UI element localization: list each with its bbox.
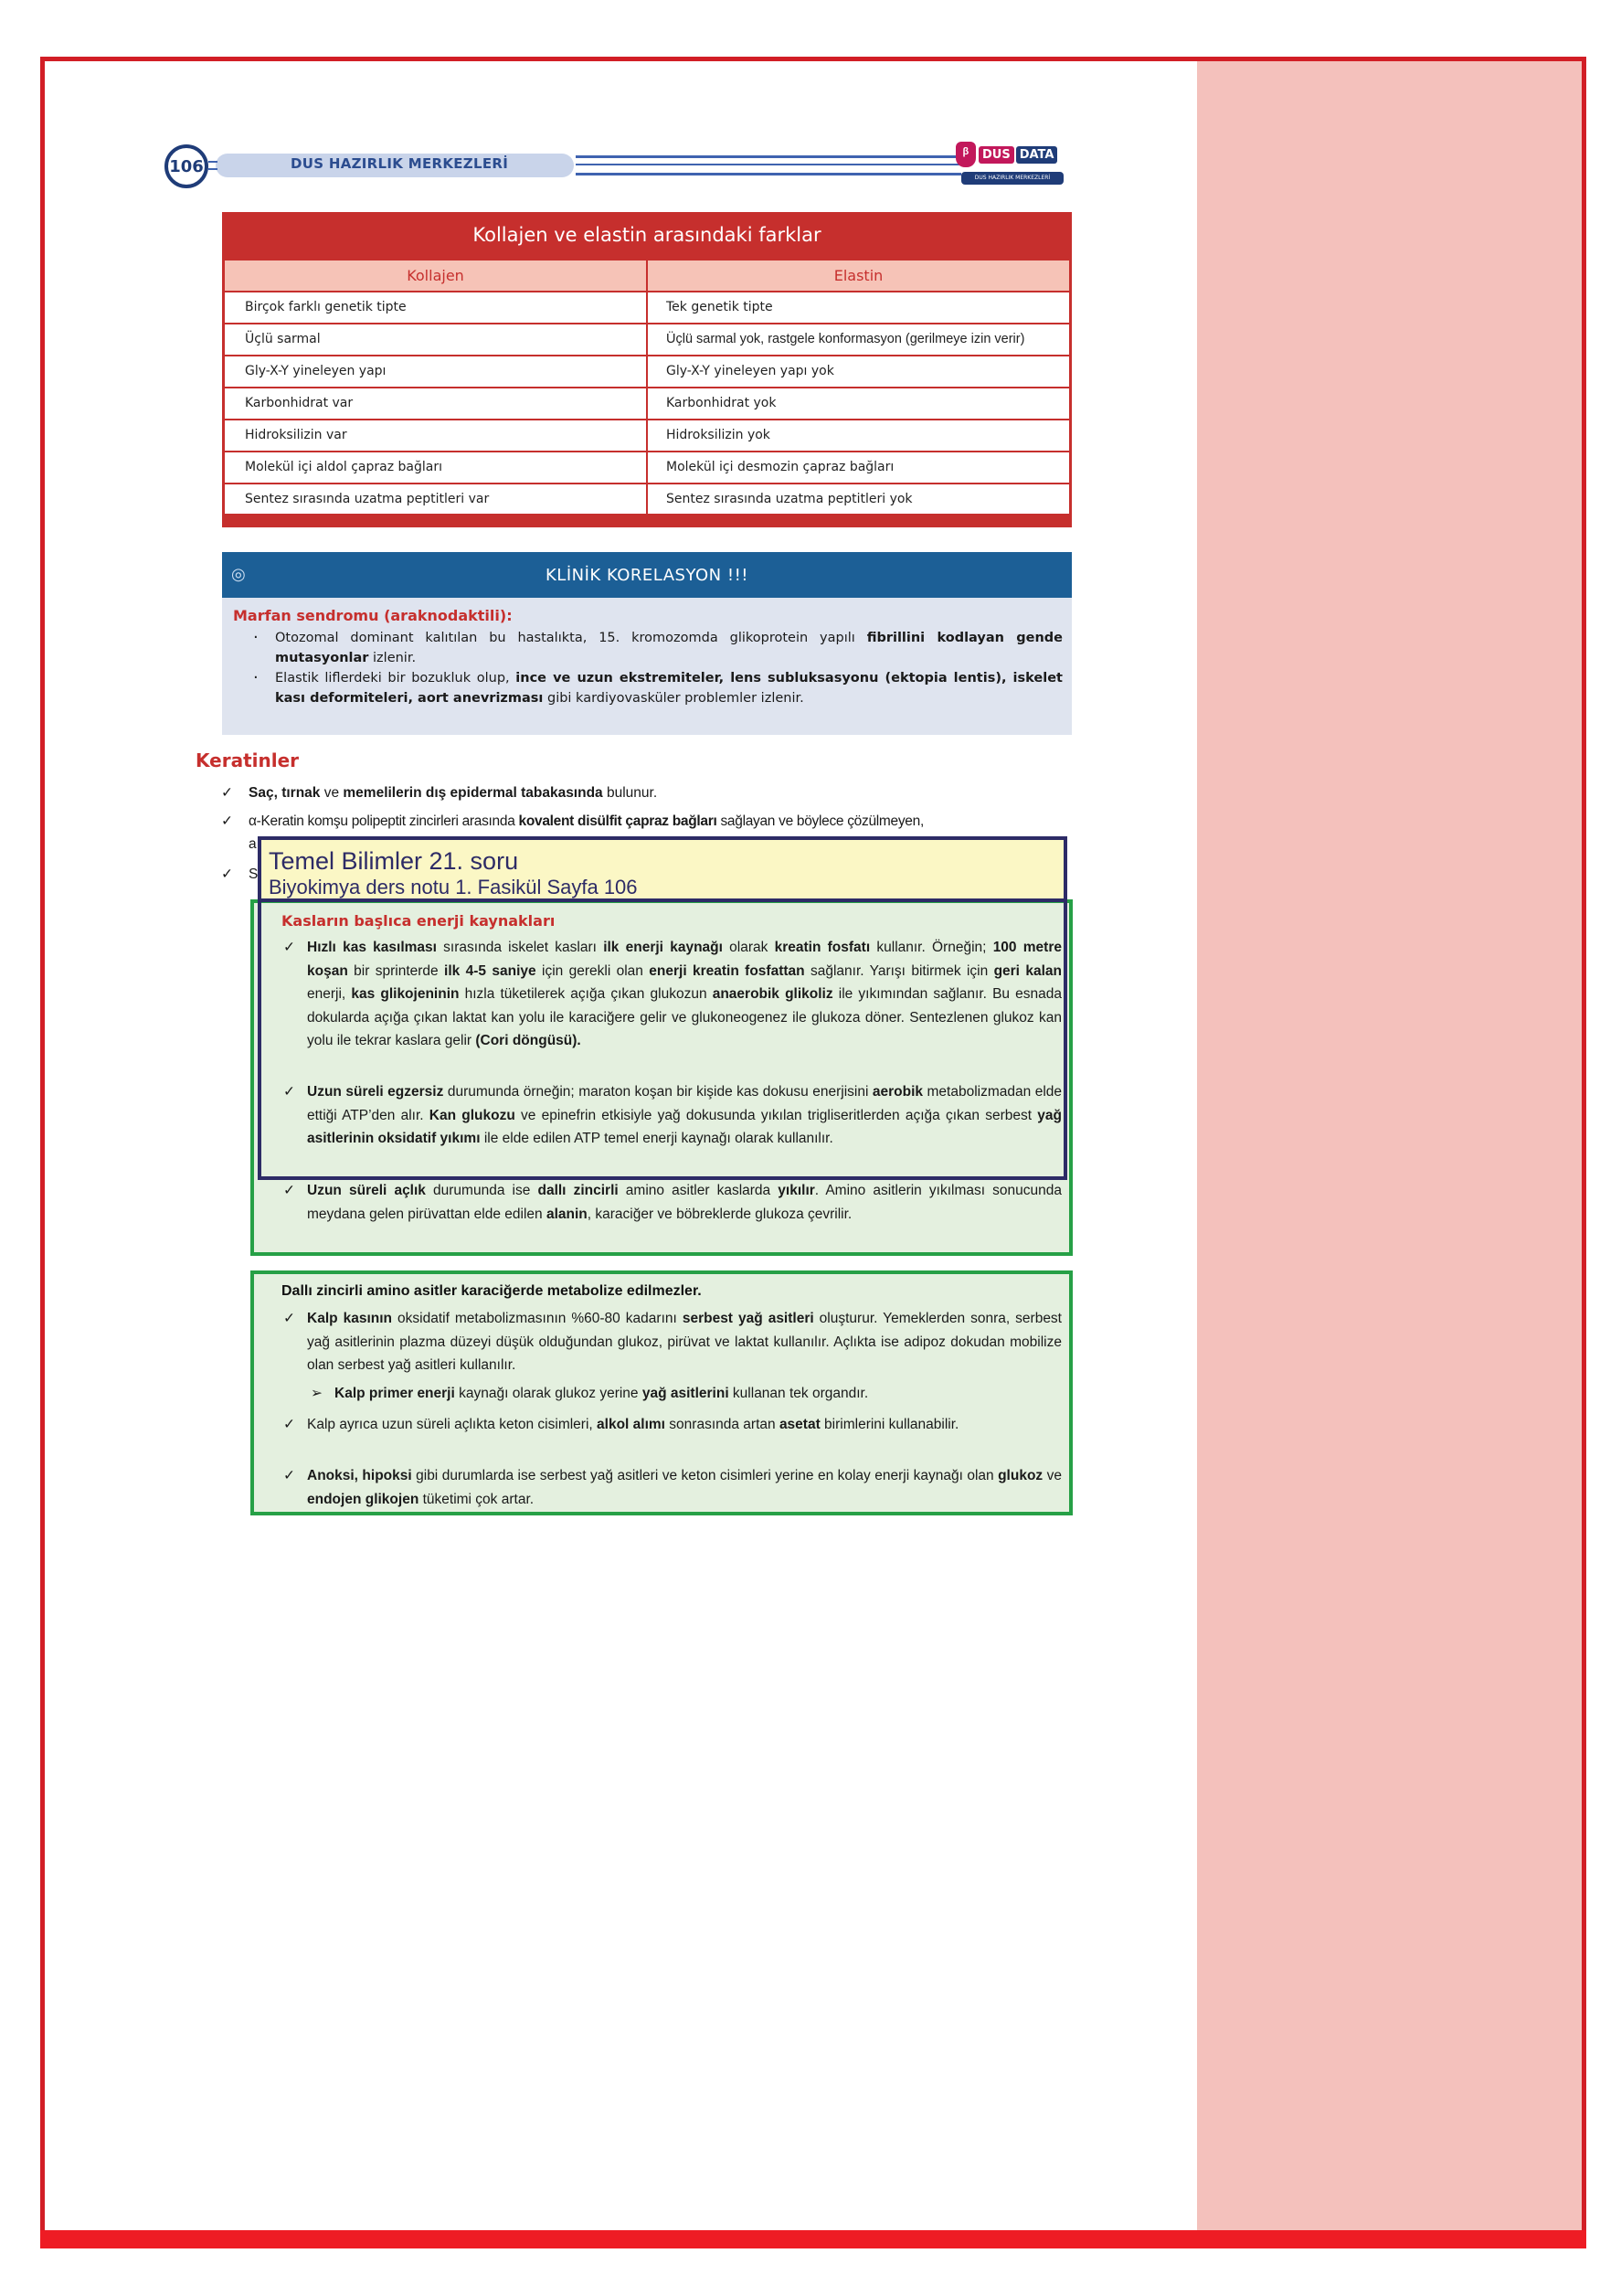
table-row (224, 324, 1071, 356)
bold-text: kas glikojeninin (351, 986, 460, 1002)
bcaa-heading: Dallı zincirli amino asitler karaciğerde metabolize edilmezler. (281, 1283, 702, 1299)
bold-text: Kalp kasının (307, 1311, 393, 1326)
annotation-note (258, 836, 1067, 902)
bold-text: Kalp primer enerji (334, 1386, 455, 1401)
bold-text: ilk 4-5 saniye (444, 962, 536, 979)
annotation-highlight-frame (258, 898, 1067, 1180)
list-item (233, 668, 1063, 708)
text: Kalp ayrıca uzun süreli açlıkta keton cisimleri, (307, 1417, 598, 1432)
bold-text: serbest yağ asitleri (682, 1311, 814, 1326)
col-header-elastin: Elastin (647, 260, 1071, 292)
bold-text: yağ asitlerinin oksidatif yıkımı (307, 1107, 1063, 1146)
logo-subtitle: DUS HAZIRLIK MERKEZLERİ (961, 172, 1064, 185)
bold-text: (Cori döngüsü). (475, 1033, 581, 1048)
arrow-icon: ➢ (311, 1386, 323, 1401)
bold-text: alkol alımı (597, 1417, 665, 1432)
table-row (224, 388, 1071, 420)
check-icon: ✓ (283, 940, 295, 955)
table-cell: Karbonhidrat var (224, 388, 648, 420)
logo-dus-text: DUS (979, 146, 1014, 164)
page-number: 106 (164, 144, 208, 188)
table-cell: Sentez sırasında uzatma peptitleri var (224, 484, 648, 516)
check-icon: ✓ (283, 1468, 295, 1483)
text: amino asitler kaslarda (618, 1183, 779, 1198)
table-cell: Karbonhidrat yok (647, 388, 1071, 420)
text: ve epinefrin etkisiyle yağ dokusunda yıkılan trigliseritlerden açığa çıkan serbest (514, 1107, 1038, 1123)
text: ile yıkımından sağlanır. Bu esnada dokularda açığa çıkan laktat kan yolu ile karaciğere gelir ve glukoneogenez ile glukoza döner. Sentezlenen glukoz kan yolu ile tekrar kaslara gelir (307, 986, 1063, 1048)
eye-icon: ◎ (231, 565, 246, 583)
text: sırasında iskelet kasları (436, 940, 604, 955)
header-rule-left (208, 161, 217, 170)
text: bulunur. (602, 785, 658, 801)
text: tüketimi çok artar. (418, 1491, 535, 1507)
table-cell: Birçok farklı genetik tipte (224, 292, 648, 324)
table-cell: Hidroksilizin yok (647, 420, 1071, 452)
text: metabolizmadan elde ettiği ATP’den alır. (307, 1084, 1062, 1123)
text: α-Keratin komşu polipeptit zincirleri arasında (249, 813, 519, 829)
bold-text: glukoz (998, 1468, 1044, 1483)
text: durumunda ise (425, 1183, 538, 1198)
table-cell: Üçlü sarmal yok, rastgele konformasyon (gerilmeye izin verir) (647, 324, 1071, 356)
table-row (224, 452, 1071, 484)
collagen-elastin-table (222, 212, 1072, 527)
list-item (283, 1179, 1062, 1226)
bold-text: memelilerin dış epidermal tabakasında (343, 785, 603, 801)
bold-text: dallı zincirli (537, 1183, 619, 1198)
header-title: DUS HAZIRLIK MERKEZLERİ (291, 155, 509, 172)
dusdata-logo (956, 141, 1069, 188)
text: için gerekli olan (535, 962, 650, 979)
note-title: Temel Bilimler 21. soru (269, 847, 519, 875)
bold-text: anaerobik glikoliz (712, 986, 833, 1002)
text: ve (320, 785, 344, 801)
text: oluşturur. Yemeklerden sonra, serbest yağ asitlerinin plazma düzeyi düşük olduğundan glukoz, pirüvat ve laktat kullanılır. Açlıkta ise adipoz dokudan mobilize olan serbest yağ asitleri kullanılır. (307, 1311, 1062, 1373)
table-row (224, 292, 1071, 324)
bold-text: Saç, tırnak (249, 785, 321, 801)
table-cell: Tek genetik tipte (647, 292, 1071, 324)
text: ve (1043, 1468, 1062, 1483)
text: kullanır. Örneğin; (870, 940, 993, 955)
text: Elastik liflerdeki bir bozukluk olup, (275, 671, 516, 686)
bold-text: yıkılır (778, 1183, 815, 1198)
bold-text: kovalent disülfit çapraz bağları (518, 813, 717, 829)
text: oksidatif metabolizmasının %60-80 kadarını (392, 1311, 683, 1326)
text: olarak (722, 940, 775, 955)
text: enerji, (307, 986, 352, 1002)
check-icon: ✓ (283, 1417, 295, 1432)
table-row (224, 356, 1071, 388)
check-icon: ✓ (221, 785, 233, 801)
tooth-icon: ᵝ (956, 142, 976, 167)
note-reference: Biyokimya ders notu 1. Fasikül Sayfa 106 (269, 876, 638, 898)
bold-text: Uzun süreli egzersiz (307, 1084, 444, 1100)
bold-text: aerobik (872, 1084, 924, 1100)
col-header-collagen: Kollajen (224, 260, 648, 292)
table-row (224, 484, 1071, 516)
text: sağlayan ve böylece çözülmeyen, (716, 813, 924, 829)
bold-text: Anoksi, hipoksi (307, 1468, 412, 1483)
list-item (283, 1413, 1062, 1437)
text: ile elde edilen ATP temel enerji kaynağı olarak kullanılır. (480, 1131, 833, 1146)
logo-data-text: DATA (1016, 146, 1058, 164)
text-fragment: a (249, 836, 257, 852)
text: . Amino asitlerin yıkılması sonucunda meydana gelen pirüvattan elde edilen (307, 1183, 1062, 1222)
bcaa-box (250, 1270, 1073, 1515)
table-row (224, 420, 1071, 452)
check-icon: ✓ (221, 813, 233, 829)
clinical-correlation-box (222, 552, 1072, 735)
energy-heading: Kasların başlıca enerji kaynakları (281, 912, 556, 930)
text-fragment: S (249, 866, 259, 882)
check-icon: ✓ (283, 1311, 295, 1326)
text: gibi durumlarda ise serbest yağ asitleri ve keton cisimleri yerine en kolay enerji kaynağı olan (411, 1468, 999, 1483)
list-item (283, 1464, 1062, 1511)
section-heading-keratin: Keratinler (196, 749, 300, 771)
text: gibi kardiyovasküler problemler izlenir. (543, 691, 804, 706)
text: durumunda örneğin; maraton koşan bir kişide kas dokusu enerjisini (443, 1084, 873, 1100)
bold-text: Hızlı kas kasılması (307, 940, 437, 955)
check-icon: ✓ (283, 1084, 295, 1100)
text: izlenir. (368, 651, 417, 665)
clinical-header (222, 552, 1072, 598)
text: sonrasında artan (664, 1417, 779, 1432)
table-cell: Hidroksilizin var (224, 420, 648, 452)
bold-text: Uzun süreli açlık (307, 1183, 426, 1198)
bold-text: geri kalan (993, 962, 1062, 979)
table-cell: Gly-X-Y yineleyen yapı (224, 356, 648, 388)
text: bir sprinterde (347, 962, 445, 979)
bold-text: Kan glukozu (429, 1107, 515, 1123)
table-cell: Molekül içi desmozin çapraz bağları (647, 452, 1071, 484)
text: , karaciğer ve böbreklerde glukoza çevrilir. (587, 1206, 853, 1222)
text: kaynağı olarak glukoz yerine (454, 1386, 642, 1401)
bold-text: alanin (546, 1206, 588, 1222)
table-cell: Molekül içi aldol çapraz bağları (224, 452, 648, 484)
bold-text: ilk enerji kaynağı (603, 940, 723, 955)
list-item (233, 628, 1063, 668)
bold-text: endojen glikojen (307, 1491, 419, 1507)
bold-text: kreatin fosfatı (774, 940, 871, 955)
table-footer-bar (222, 516, 1072, 527)
bold-text: ince ve uzun ekstremiteler, lens subluksasyonu (ektopia lentis), iskelet kası deformiteleri, aort anevrizması (275, 671, 1063, 706)
bold-text: asetat (779, 1417, 821, 1432)
page-bottom-bar (40, 2230, 1586, 2248)
text: sağlanır. Yarışı bitirmek için (804, 962, 994, 979)
table-cell: Üçlü sarmal (224, 324, 648, 356)
table-cell: Sentez sırasında uzatma peptitleri yok (647, 484, 1071, 516)
check-icon: ✓ (221, 866, 233, 882)
bold-text: fibrillini kodlayan gende mutasyonlar (275, 631, 1064, 665)
text: Otozomal dominant kalıtılan bu hastalıkta, 15. kromozomda glikoprotein yapılı (275, 631, 867, 645)
header-rule (576, 155, 961, 175)
list-item (311, 1382, 1062, 1406)
text: hızla tüketilerek açığa çıkan glukozun (459, 986, 713, 1002)
table-title: Kollajen ve elastin arasındaki farklar (222, 212, 1072, 258)
bold-text: enerji kreatin fosfattan (649, 962, 805, 979)
text: birimlerini kullanabilir. (820, 1417, 959, 1432)
table-cell: Gly-X-Y yineleyen yapı yok (647, 356, 1071, 388)
bold-text: yağ asitlerini (641, 1386, 729, 1401)
list-item (283, 1307, 1062, 1377)
bold-text: 100 metre koşan (307, 940, 1062, 979)
clinical-title: KLİNİK KORELASYON !!! (546, 565, 748, 585)
check-icon: ✓ (283, 1183, 295, 1198)
text: kullanan tek organdır. (728, 1386, 869, 1401)
clinical-subtitle: Marfan sendromu (araknodaktili): (233, 607, 513, 624)
